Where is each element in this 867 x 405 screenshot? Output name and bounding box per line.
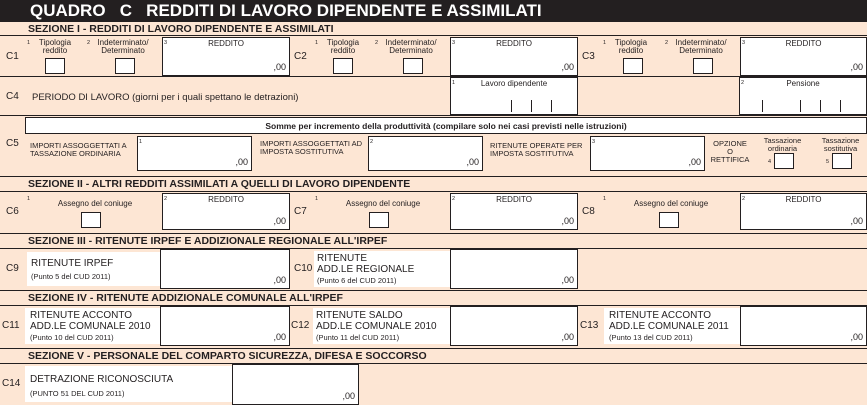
zero-value: ,00 bbox=[273, 275, 286, 285]
field-number: 3 bbox=[742, 40, 746, 46]
row-c1 bbox=[0, 36, 290, 76]
somme-banner bbox=[25, 117, 867, 134]
zero-value: ,00 bbox=[342, 391, 355, 401]
c14-note: (PUNTO 51 DEL CUD 2011) bbox=[30, 389, 125, 398]
zero-value: ,00 bbox=[561, 216, 574, 226]
code-c4: C4 bbox=[6, 91, 19, 102]
field-number: 3 bbox=[592, 139, 596, 145]
field-number: 1 bbox=[452, 80, 456, 86]
code-c5: C5 bbox=[6, 138, 19, 149]
c13-label-box bbox=[604, 308, 740, 344]
reddito-label: REDDITO bbox=[785, 39, 822, 48]
row-c3 bbox=[578, 36, 867, 76]
code-c3: C3 bbox=[582, 51, 595, 62]
tass-ord-checkbox[interactable] bbox=[774, 153, 794, 169]
zero-value: ,00 bbox=[273, 216, 286, 226]
tipologia-input[interactable] bbox=[45, 58, 65, 74]
reddito-label: REDDITO bbox=[496, 195, 532, 204]
code-c12: C12 bbox=[291, 320, 310, 331]
digit-tick bbox=[840, 100, 841, 112]
c9-label-box bbox=[27, 252, 160, 286]
tipologia-label: Tipologia reddito bbox=[326, 38, 360, 55]
imp-sost-label: IMPORTI ASSOGGETTATI AD IMPOSTA SOSTITUTIVA bbox=[260, 139, 363, 156]
c12-label-box bbox=[313, 308, 450, 344]
imp-ord-label: IMPORTI ASSOGGETTATI A TASSAZIONE ORDINARIA bbox=[30, 141, 127, 158]
code-c10: C10 bbox=[294, 263, 313, 274]
c11-note: (Punto 10 del CUD 2011) bbox=[30, 333, 114, 342]
zero-value: ,00 bbox=[688, 157, 701, 167]
divider bbox=[0, 248, 867, 249]
opzione-label: OPZIONE O RETTIFICA bbox=[710, 139, 750, 164]
reddito-input-c3[interactable] bbox=[740, 37, 867, 76]
zero-value: ,00 bbox=[235, 157, 248, 167]
c11-label-box bbox=[25, 308, 160, 344]
c10-label-2: ADD.LE REGIONALE bbox=[317, 264, 415, 275]
indeterminato-input[interactable] bbox=[115, 58, 135, 74]
c13-label-2: ADD.LE COMUNALE 2011 bbox=[609, 321, 729, 332]
c10-label-box bbox=[314, 251, 450, 287]
field-number: 2 bbox=[452, 196, 456, 202]
field-number: 2 bbox=[370, 139, 374, 145]
field-number: 2 bbox=[665, 40, 669, 46]
lavoro-dipendente-input[interactable] bbox=[450, 77, 578, 115]
assegno-input[interactable] bbox=[369, 212, 389, 228]
periodo-label: PERIODO DI LAVORO (giorni per i quali spettano le detrazioni) bbox=[32, 92, 299, 103]
tass-sost-label: Tassazione sostitutiva bbox=[821, 136, 860, 153]
tipologia-input[interactable] bbox=[333, 58, 353, 74]
zero-value: ,00 bbox=[273, 332, 286, 342]
code-c9: C9 bbox=[6, 263, 19, 274]
field-number: 5 bbox=[826, 159, 830, 165]
c13-input[interactable] bbox=[740, 306, 867, 346]
field-number: 2 bbox=[164, 196, 168, 202]
row-c8 bbox=[578, 192, 867, 232]
code-c11: C11 bbox=[2, 320, 20, 331]
c12-label-1: RITENUTE SALDO bbox=[316, 310, 403, 321]
c11-input[interactable] bbox=[160, 306, 290, 346]
indeterminato-label: Indeterminato/ Determinato bbox=[675, 38, 727, 55]
field-number: 3 bbox=[452, 40, 456, 46]
c14-input[interactable] bbox=[232, 364, 359, 405]
reddito-input-c7[interactable] bbox=[450, 193, 578, 230]
row-c7 bbox=[290, 192, 580, 232]
assegno-label: Assegno del coniuge bbox=[345, 199, 421, 208]
assegno-input[interactable] bbox=[659, 212, 679, 228]
section-3-title: SEZIONE III - RITENUTE IRPEF E ADDIZIONALE REGIONALE ALL'IRPEF bbox=[0, 233, 867, 248]
tipologia-label: Tipologia reddito bbox=[614, 38, 648, 55]
divider bbox=[0, 115, 867, 116]
digit-tick bbox=[762, 100, 763, 112]
digit-tick bbox=[800, 100, 801, 112]
divider bbox=[0, 305, 867, 306]
zero-value: ,00 bbox=[466, 157, 479, 167]
code-c7: C7 bbox=[294, 206, 307, 217]
field-number: 1 bbox=[27, 40, 31, 46]
zero-value: ,00 bbox=[273, 62, 286, 72]
zero-value: ,00 bbox=[561, 332, 574, 342]
section-2-title: SEZIONE II - ALTRI REDDITI ASSIMILATI A QUELLI DI LAVORO DIPENDENTE bbox=[0, 176, 867, 191]
reddito-input-c8[interactable] bbox=[740, 193, 867, 230]
imp-sost-input[interactable] bbox=[368, 136, 483, 171]
c11-label-1: RITENUTE ACCONTO bbox=[30, 310, 133, 321]
section-1-title: SEZIONE I - REDDITI DI LAVORO DIPENDENTE E ASSIMILATI bbox=[0, 21, 867, 36]
zero-value: ,00 bbox=[850, 216, 863, 226]
pensione-input[interactable] bbox=[739, 77, 867, 115]
c9-note: (Punto 5 del CUD 2011) bbox=[31, 272, 111, 281]
field-number: 1 bbox=[315, 40, 319, 46]
field-number: 2 bbox=[87, 40, 91, 46]
divider bbox=[0, 76, 867, 77]
field-number: 1 bbox=[27, 196, 31, 202]
reddito-label: REDDITO bbox=[785, 195, 822, 204]
code-c2: C2 bbox=[294, 51, 307, 62]
zero-value: ,00 bbox=[561, 275, 574, 285]
reddito-label: REDDITO bbox=[208, 39, 244, 48]
zero-value: ,00 bbox=[850, 62, 863, 72]
digit-tick bbox=[531, 100, 532, 112]
row-c6 bbox=[0, 192, 290, 232]
c14-label: DETRAZIONE RICONOSCIUTA bbox=[30, 374, 174, 385]
c10-note: (Punto 6 del CUD 2011) bbox=[317, 276, 397, 285]
c13-note: (Punto 13 del CUD 2011) bbox=[609, 333, 693, 342]
assegno-label: Assegno del coniuge bbox=[633, 199, 709, 208]
field-number: 1 bbox=[139, 139, 143, 145]
reddito-input-c1[interactable] bbox=[162, 37, 290, 76]
field-number: 4 bbox=[768, 159, 772, 165]
tass-sost-checkbox[interactable] bbox=[832, 153, 852, 169]
code-c6: C6 bbox=[6, 206, 19, 217]
field-number: 1 bbox=[315, 196, 319, 202]
indeterminato-input[interactable] bbox=[693, 58, 713, 74]
rit-sost-label: RITENUTE OPERATE PER IMPOSTA SOSTITUTIVA bbox=[490, 141, 583, 158]
c14-label-box bbox=[25, 366, 232, 402]
assegno-input[interactable] bbox=[81, 212, 101, 228]
lavoro-dipendente-label: Lavoro dipendente bbox=[480, 79, 548, 88]
field-number: 2 bbox=[741, 80, 745, 86]
tipologia-input[interactable] bbox=[623, 58, 643, 74]
c9-input[interactable] bbox=[160, 249, 290, 289]
indeterminato-label: Indeterminato/ Determinato bbox=[385, 38, 437, 55]
row-c2 bbox=[290, 36, 580, 76]
zero-value: ,00 bbox=[561, 62, 574, 72]
c12-input[interactable] bbox=[450, 306, 578, 346]
digit-tick bbox=[551, 100, 552, 112]
code-c13: C13 bbox=[580, 320, 599, 331]
c11-label-2: ADD.LE COMUNALE 2010 bbox=[30, 321, 151, 332]
reddito-label: REDDITO bbox=[496, 39, 532, 48]
reddito-input-c2[interactable] bbox=[450, 37, 578, 76]
tipologia-label: Tipologia reddito bbox=[38, 38, 72, 55]
zero-value: ,00 bbox=[850, 332, 863, 342]
section-4-title: SEZIONE IV - RITENUTE ADDIZIONALE COMUNALE ALL'IRPEF bbox=[0, 290, 867, 305]
field-number: 2 bbox=[375, 40, 379, 46]
field-number: 3 bbox=[164, 40, 168, 46]
c9-label: RITENUTE IRPEF bbox=[31, 258, 114, 269]
c12-note: (Punto 11 del CUD 2011) bbox=[316, 333, 400, 342]
rit-sost-input[interactable] bbox=[590, 136, 705, 171]
section-5-title: SEZIONE V - PERSONALE DEL COMPARTO SICUREZZA, DIFESA E SOCCORSO bbox=[0, 348, 867, 363]
field-number: 2 bbox=[742, 196, 746, 202]
c13-label-1: RITENUTE ACCONTO bbox=[609, 310, 712, 321]
digit-tick bbox=[511, 100, 512, 112]
tass-ord-label: Tassazione ordinaria bbox=[763, 136, 802, 153]
indeterminato-label: Indeterminato/ Determinato bbox=[97, 38, 149, 55]
divider bbox=[0, 363, 867, 364]
field-number: 1 bbox=[603, 196, 607, 202]
reddito-label: REDDITO bbox=[208, 195, 244, 204]
c10-input[interactable] bbox=[450, 249, 578, 289]
pensione-label: Pensione bbox=[786, 79, 820, 88]
c12-label-2: ADD.LE COMUNALE 2010 bbox=[316, 321, 437, 332]
code-c1: C1 bbox=[6, 51, 19, 62]
code-c8: C8 bbox=[582, 206, 595, 217]
reddito-input-c6[interactable] bbox=[162, 193, 290, 230]
page-title: QUADRO C REDDITI DI LAVORO DIPENDENTE E ASSIMILATI bbox=[0, 0, 867, 21]
indeterminato-input[interactable] bbox=[403, 58, 423, 74]
imp-ord-input[interactable] bbox=[137, 136, 252, 171]
field-number: 1 bbox=[603, 40, 607, 46]
somme-label: Somme per incremento della produttività (compilare solo nei casi previsti nelle istruzioni) bbox=[265, 121, 627, 131]
c10-label-1: RITENUTE bbox=[317, 253, 367, 264]
code-c14: C14 bbox=[2, 378, 21, 389]
digit-tick bbox=[820, 100, 821, 112]
assegno-label: Assegno del coniuge bbox=[57, 199, 133, 208]
